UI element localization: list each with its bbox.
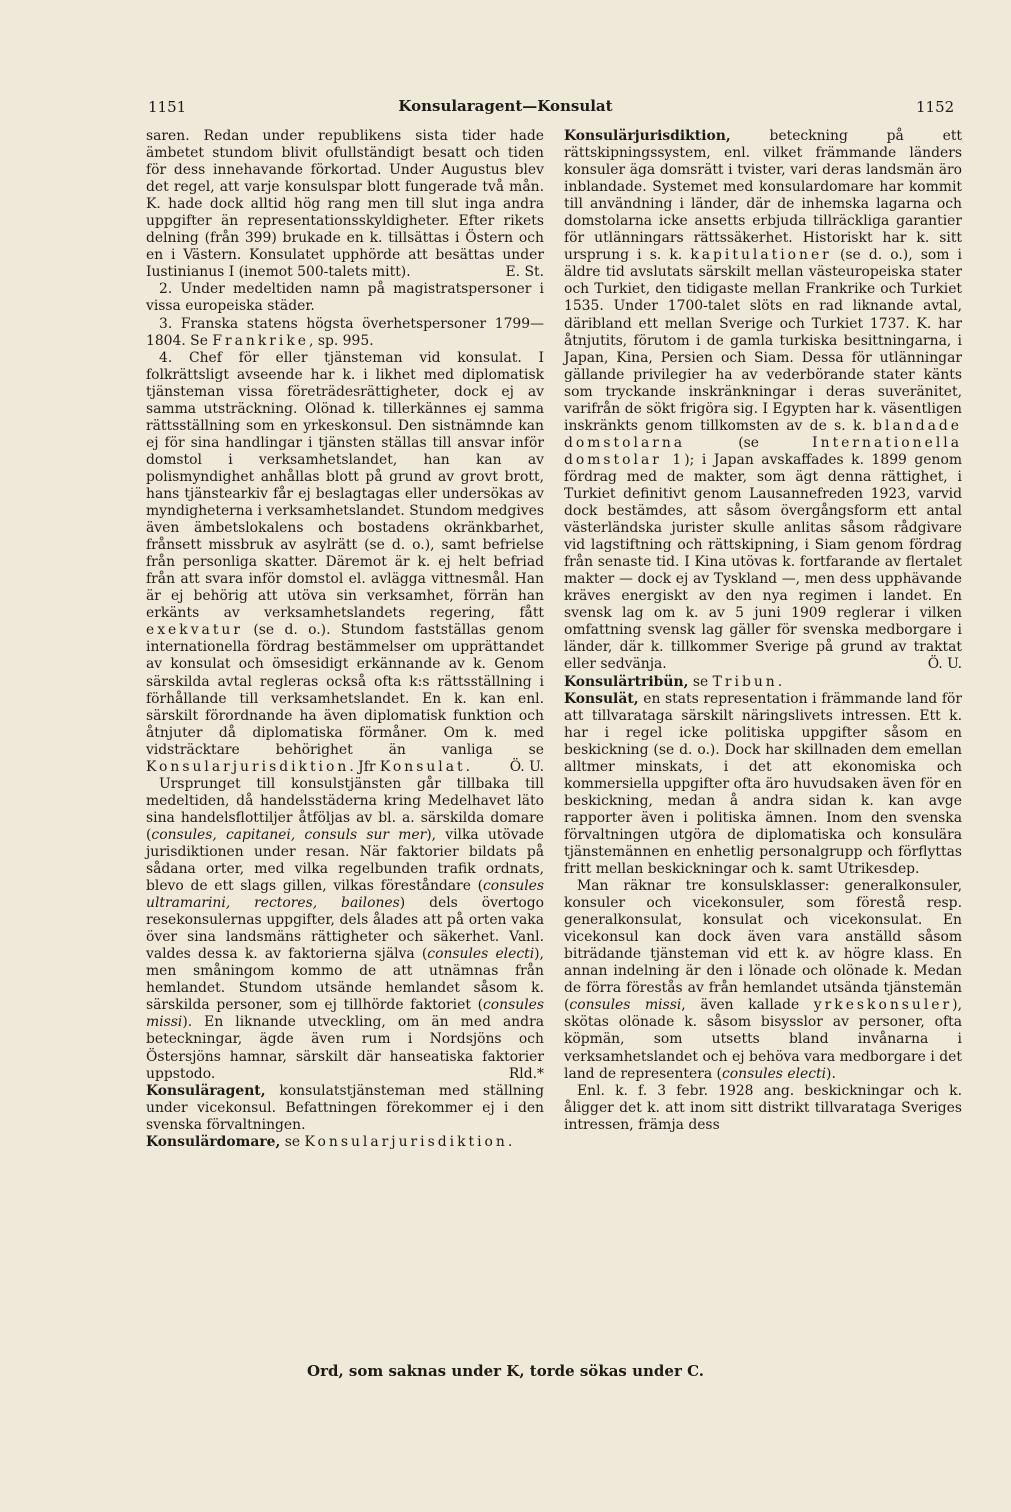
author-signature: E. St. bbox=[505, 264, 544, 281]
author-signature: Ö. U. bbox=[927, 656, 962, 673]
cross-reference: Konsularjurisdiktion bbox=[146, 758, 350, 775]
cross-reference: Tribun bbox=[712, 673, 778, 690]
cross-reference: Internationella domstolar 1 bbox=[564, 434, 962, 468]
paragraph-konsul-1: saren. Redan under republikens sista tider hade ämbetet stundom blivit ofullständigt besatt och tiden för dess innehavande förkortad. Under Augustus blev det regel, att varje konsulspar blott fungerade två mån. K. hade dock alltid hög rang men till slut inga andra uppgifter än representationsskyldigheter. Efter rikets delning (från 399) brukade en k. tillsättas i Östern och en i Västern. Konsulatet upphörde att besättas under Iustinianus I (inemot 500-talets mitt). E. St. bbox=[146, 128, 544, 281]
paragraph-konsulsklasser: Man räknar tre konsulsklasser: generalkonsuler, konsuler och vicekonsuler, som förestå resp. generalkonsulat, konsulat och vicekonsulat. En vicekonsul kan dock även vara anställd såsom biträdande tjänsteman vid ett k. av högre klass. En annan indelning är den i lönade och olönade k. Medan de förra förestås av från hemlandet utsända tjänstemän (consules missi, även kallade yrkeskonsuler), skötas olönade k. såsom bisysslor av personer, ofta köpmän, som utsetts bland invånarna i verksamhetslandet och ej behöva vara medborgare i det land de representera (consules electi). bbox=[564, 878, 962, 1082]
paragraph-konsul-2: 2. Under medeltiden namn på magistratspersoner i vissa europeiska städer. bbox=[146, 281, 544, 315]
author-signature: Rld.* bbox=[508, 1065, 544, 1082]
cross-reference: Frankrike bbox=[212, 332, 309, 349]
headword: Konsulärtribün, bbox=[564, 673, 689, 690]
headword: Konsulärdomare, bbox=[146, 1133, 281, 1150]
headword: Konsuläragent, bbox=[146, 1082, 266, 1099]
page-number-left: 1151 bbox=[148, 98, 187, 116]
headword: Konsulärjurisdiktion, bbox=[564, 128, 731, 144]
left-column bbox=[146, 128, 544, 1151]
author-signature: Ö. U. bbox=[509, 758, 544, 775]
cross-reference: Konsularjurisdiktion bbox=[304, 1133, 508, 1150]
cross-reference: kapitulationer bbox=[690, 247, 832, 264]
cross-reference: blandade domstolarna bbox=[564, 417, 962, 451]
right-column bbox=[564, 128, 962, 1134]
running-title: Konsularagent—Konsulat bbox=[398, 97, 613, 115]
headword: Konsulät, bbox=[564, 690, 639, 707]
paragraph-konsul-3: 3. Franska statens högsta överhetspersoner 1799—1804. Se Frankrike, sp. 995. bbox=[146, 315, 544, 349]
entry-konsularjurisdiktion: Konsulärjurisdiktion, beteckning på ett rättskipningssystem, enl. vilket främmande länders konsuler äga domsrätt i tvister, vari deras landsmän äro inblandade. Systemet med konsulardomare har kommit till användning i länder, där de inhemska lagarna och domstolarna icke ansetts erbjuda tillräckliga garantier för utlänningars rättssäkerhet. Historiskt har k. sitt ursprung i s. k. kapitulationer (se d. o.), som i äldre tid avslutats särskilt mellan västeuropeiska stater och Turkiet, den tidigaste mellan Frankrike och Turkiet 1535. Under 1700-talet slöts en rad liknande avtal, däribland ett mellan Sverige och Turkiet 1737. K. har åtnjutits, förutom i de gamla turkiska besittningarna, i Japan, Kina, Persien och Siam. Dessa för utlänningar gällande privilegier ha av vederbörande stater känts som tryckande inskränkningar i deras suveränitet, varifrån de sökt frigöra sig. I Egypten har k. väsentligen inskränkts genom tillkomsten av de s. k. blandade domstolarna (se Internationella domstolar 1); i Japan avskaffades k. 1899 genom fördrag med de makter, som ägt denna rättighet, i Turkiet definitivt genom Lausannefreden 1923, varvid dock bestämdes, att såsom övergångsform ett antal västerländska jurister skulle anlitas såsom rådgivare vid lagstiftning och rättskipning, i Siam genom fördrag från senaste tid. I Kina utövas k. fortfarande av flertalet makter — dock ej av Tyskland —, men dess upphävande kräves energiskt av den nya regimen i landet. En svensk lag om k. av 5 juni 1909 reglerar i vilken omfattning svensk lag gäller för svenska medborgare i länder, där k. tillkommer Sverige på grund av traktat eller sedvänja. Ö. U. bbox=[564, 128, 962, 673]
paragraph-konsul-history: Ursprunget till konsulstjänsten går tillbaka till medeltiden, då handelsstäderna kring Medelhavet läto sina handelsflottiljer åtföljas av bl. a. särskilda domare (consules, capitanei, consuls sur mer), vilka utövade jurisdiktionen under resan. När faktorier bildats på sådana orter, med vilka regelbunden trafik ordnats, blevo de ett slags gillen, vilkas föreståndare (consules ultramarini, rectores, bailones) dels övertogo resekonsulernas uppgifter, dels ålades att på orten vaka över sina landsmäns rättigheter och säkerhet. Vanl. valdes dessa k. av faktorierna själva (consules electi), men småningom kommo de att utnämnas från hemlandet. Stundom utsände hemlandet såsom k. särskilda personer, som ej tillhörde faktoriet (consules missi). En liknande utveckling, om än med andra beteckningar, ägde även rum i Nordsjöns och Östersjöns hamnar, särskilt där hanseatiska faktorier uppstodo. Rld.* bbox=[146, 775, 544, 1082]
cross-reference: exekvatur bbox=[146, 622, 243, 639]
cross-reference: Konsulat bbox=[379, 758, 466, 775]
paragraph-konsulat-1928: Enl. k. f. 3 febr. 1928 ang. beskickningar och k. åligger det k. att inom sitt distrikt tillvarataga Sveriges intressen, främja dess bbox=[564, 1082, 962, 1133]
entry-konsulat: Konsulät, en stats representation i främmande land för att tillvarataga särskilt näringslivets intressen. Ett k. har i regel icke politiska uppgifter såsom en beskickning (se d. o.). Dock har skillnaden dem emellan alltmer minskats, i det att ekonomiska och kommersiella uppgifter ofta äro huvudsaken även för en beskickning, medan å andra sidan k. kan avge rapporter även i politiska ämnen. Inom den svenska förvaltningen utgöra de diplomatiska och konsulära tjänstemännen en enhetlig personalgrupp och förflyttas fritt mellan beskickningar och k. samt Utrikesdep. bbox=[564, 690, 962, 878]
paragraph-konsul-4: 4. Chef för eller tjänsteman vid konsulat. I folkrättsligt avseende har k. i likhet med diplomatisk tjänsteman vissa företrädesrättigheter, dock ej av samma utsträckning. Olönad k. tillerkännes ej samma rättsställning som en yrkeskonsul. Den sistnämnde kan ej för sina handlingar i tjänsten ställas till ansvar inför domstol i verksamhetslandet, han kan av polismyndighet anhållas blott på grund av grovt brott, hans tjänstearkiv får ej beslagtagas eller undersökas av myndigheterna i verksamhetslandet. Stundom medgives även ämbetslokalens och bostadens okränkbarhet, frånsett missbruk av asylrätt (se d. o.), samt befrielse från personliga skatter. Däremot är k. ej helt befriad från att svara inför domstol el. avlägga vittnesmål. Han är ej behörig att utöva sin verksamhet, förrän han erkänts av verksamhetslandets regering, fått exekvatur (se d. o.). Stundom fastställas genom internationella fördrag bestämmelser om upprättandet av konsulat och ömsesidigt erkännande av k. Genom särskilda avtal regleras också ofta k:s rättsställning i förhållande till verksamhetslandet. En k. kan enl. särskilt förordnande ha även diplomatisk funktion och åtnjuter då diplomatiska förmåner. Om k. med vidsträcktare behörighet än vanliga se Konsularjurisdiktion. Jfr Konsulat. Ö. U. bbox=[146, 349, 544, 775]
entry-konsularagent: Konsuläragent, konsulatstjänsteman med ställning under vicekonsul. Befattningen förekommer ej i den svenska förvaltningen. bbox=[146, 1082, 544, 1133]
entry-konsulardomare: Konsulärdomare, se Konsularjurisdiktion. bbox=[146, 1133, 513, 1150]
footer-note: Ord, som saknas under K, torde sökas under C. bbox=[307, 1362, 704, 1380]
cross-reference: yrkeskonsuler bbox=[813, 997, 953, 1014]
entry-konsulartribun: Konsulärtribün, se Tribun. bbox=[564, 673, 783, 690]
page-number-right: 1152 bbox=[916, 98, 955, 116]
